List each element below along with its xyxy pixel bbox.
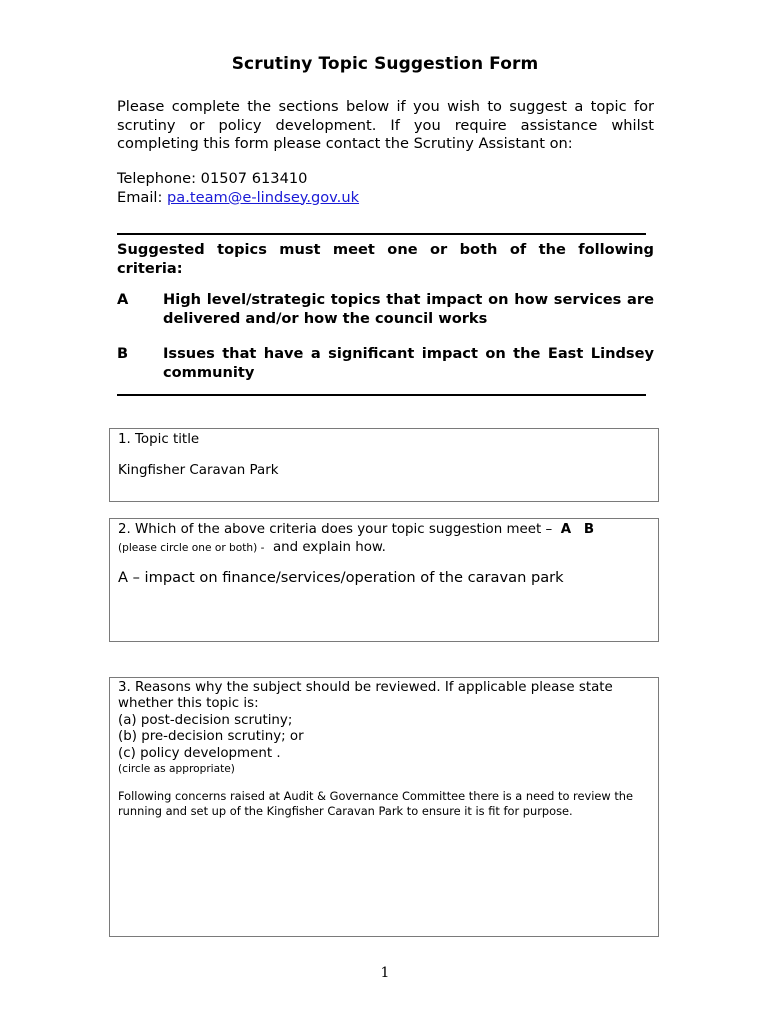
page-title: Scrutiny Topic Suggestion Form [231,54,539,74]
criteria-heading: Suggested topics must meet one or both of the following criteria: [117,241,654,277]
criteria-option-a[interactable]: A [560,522,572,537]
section-label: 1. Topic title [118,432,200,447]
section-reasons[interactable] [109,677,659,937]
option-post-decision[interactable]: (a) post-decision scrutiny; [118,712,293,728]
criteria-answer: A – impact on finance/services/operation of the caravan park [118,569,564,586]
telephone-number: 01507 613410 [200,170,308,187]
divider-top [117,233,646,235]
criteria-letter: B [117,345,129,362]
email-line: Email: pa.team@e-lindsey.gov.uk [117,188,360,206]
section-criteria-choice[interactable] [109,518,659,642]
topic-title-answer: Kingfisher Caravan Park [118,463,279,478]
criteria-text: Issues that have a significant impact on the East Lindsey community [163,345,654,381]
section-label: 3. Reasons why the subject should be reviewed. If applicable please state whether this topic is: [118,680,613,712]
section-hint: (please circle one or both) - [118,542,265,554]
divider-bottom [117,394,646,396]
option-policy-development[interactable]: (c) policy development . [118,745,281,761]
section-label: 2. Which of the above criteria does your topic suggestion meet – A B [118,522,595,537]
option-pre-decision[interactable]: (b) pre-decision scrutiny; or [118,729,304,745]
email-link[interactable]: pa.team@e-lindsey.gov.uk [167,188,360,206]
criteria-item-b [117,344,654,382]
page-number: 1 [380,965,390,981]
criteria-item-a [117,290,654,328]
reasons-answer: Following concerns raised at Audit & Governance Committee there is a need to review the running and set up of the Kingfisher Caravan Park to ensure it is fit for purpose. [118,789,634,819]
criteria-letter: A [117,291,129,308]
section-topic-title[interactable] [109,428,659,502]
criteria-text: High level/strategic topics that impact on how services are delivered and/or how the council works [163,291,654,327]
section-hint: (circle as appropriate) [118,763,235,776]
contact-block [117,170,359,207]
section-hint-line: (please circle one or both) - and explain how. [118,540,386,555]
criteria-option-b[interactable]: B [583,522,595,537]
intro-paragraph: Please complete the sections below if you wish to suggest a topic for scrutiny or policy development. If you require assistance whilst completing this form please contact the Scrutiny Assistant on: [117,98,654,152]
telephone-line: Telephone: 01507 613410 [117,170,308,187]
